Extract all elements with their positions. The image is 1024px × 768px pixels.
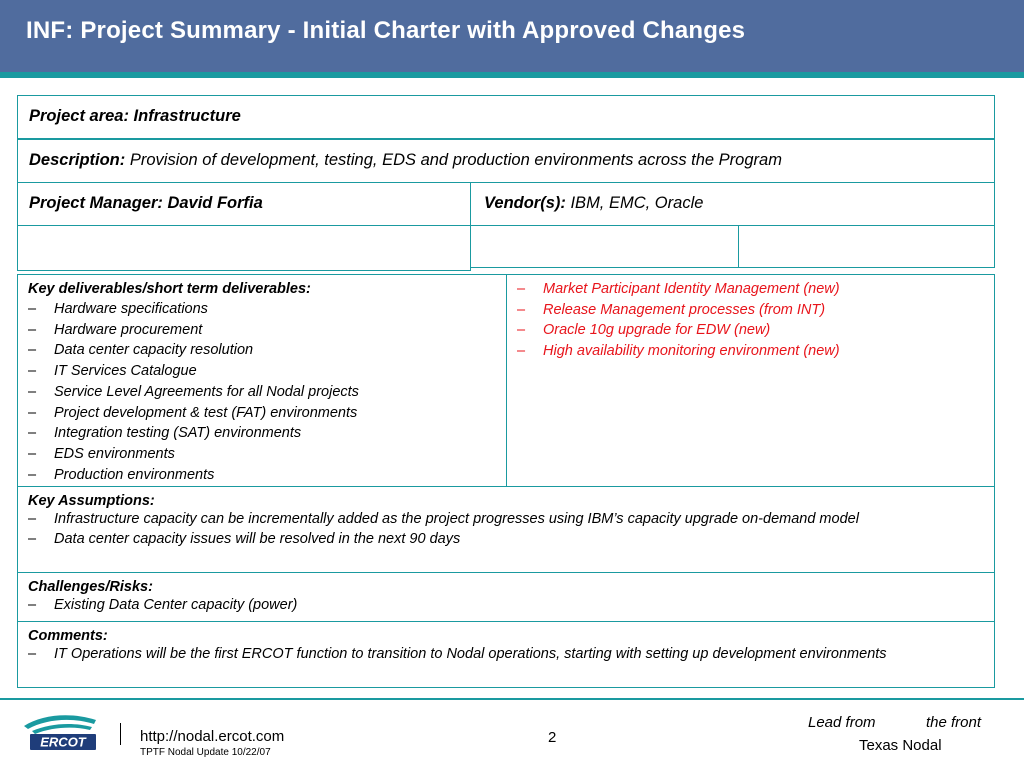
footer-update-label: TPTF Nodal Update 10/22/07 [140, 747, 271, 758]
footer-org: Texas Nodal [859, 737, 942, 754]
logo-text: ERCOT [40, 734, 86, 750]
description-label: Description: [29, 151, 126, 169]
description-row [17, 139, 995, 183]
deliverables-list [28, 299, 500, 485]
list-item: – Release Management processes (from INT) [517, 301, 826, 318]
vendor-text [484, 194, 703, 213]
ercot-logo [20, 712, 102, 756]
empty-cell-middle [470, 225, 739, 268]
list-item: – Production environments [28, 466, 215, 483]
risks-list [28, 597, 964, 614]
empty-cell-right [738, 225, 995, 268]
vendor-cell [470, 182, 995, 226]
list-item: – Market Participant Identity Management (new) [517, 281, 840, 297]
list-item: – IT Services Catalogue [28, 363, 197, 380]
assumptions-list [28, 511, 964, 548]
comments-list [28, 646, 934, 663]
footer-url[interactable]: http://nodal.ercot.com [140, 728, 285, 745]
project-manager-cell [17, 182, 471, 226]
page-number: 2 [548, 729, 557, 746]
approved-changes-list [517, 279, 988, 362]
list-item: – IT Operations will be the first ERCOT function to transition to Nodal operations, starting with setting up development environments [28, 646, 887, 662]
risks-cell [17, 572, 995, 622]
description-text [29, 151, 782, 170]
empty-cell-left [17, 225, 471, 271]
list-item: – Data center capacity issues will be resolved in the next 90 days [28, 531, 461, 547]
list-item: – Hardware specifications [28, 301, 208, 317]
list-item: – Existing Data Center capacity (power) [28, 597, 298, 613]
list-item: – Integration testing (SAT) environments [28, 425, 302, 442]
list-item: – Data center capacity resolution [28, 342, 254, 359]
list-item: – Infrastructure capacity can be incrementally added as the project progresses using IBM’s capacity upgrade on-demand model [28, 511, 859, 527]
page-title: INF: Project Summary - Initial Charter with Approved Changes [26, 17, 746, 44]
list-item: – Oracle 10g upgrade for EDW (new) [517, 322, 771, 339]
vendor-value: IBM, EMC, Oracle [565, 194, 704, 212]
footer-separator [120, 723, 121, 745]
footer-divider [0, 698, 1024, 700]
deliverables-cell [17, 274, 507, 487]
title-accent-stripe [0, 72, 1024, 78]
list-item: – Hardware procurement [28, 321, 203, 338]
vendor-label: Vendor(s): [484, 194, 566, 212]
assumptions-heading: Key Assumptions: [28, 493, 155, 509]
comments-heading: Comments: [28, 628, 108, 644]
tagline-right: the front [926, 714, 982, 731]
risks-heading: Challenges/Risks: [28, 579, 153, 595]
description-value: Provision of development, testing, EDS and production environments across the Program [125, 151, 782, 169]
list-item: – Project development & test (FAT) environments [28, 404, 358, 421]
comments-cell [17, 621, 995, 688]
assumptions-cell [17, 486, 995, 573]
approved-changes-cell [506, 274, 995, 487]
deliverables-heading: Key deliverables/short term deliverables: [28, 281, 311, 297]
list-item: – EDS environments [28, 445, 175, 462]
tagline-left: Lead from [808, 714, 876, 731]
project-area-row [17, 95, 995, 139]
list-item: – Service Level Agreements for all Nodal projects [28, 383, 359, 400]
list-item: – High availability monitoring environment (new) [517, 343, 840, 360]
project-manager-label: Project Manager: David Forfia [29, 194, 263, 212]
project-area-label: Project area: Infrastructure [29, 107, 241, 125]
